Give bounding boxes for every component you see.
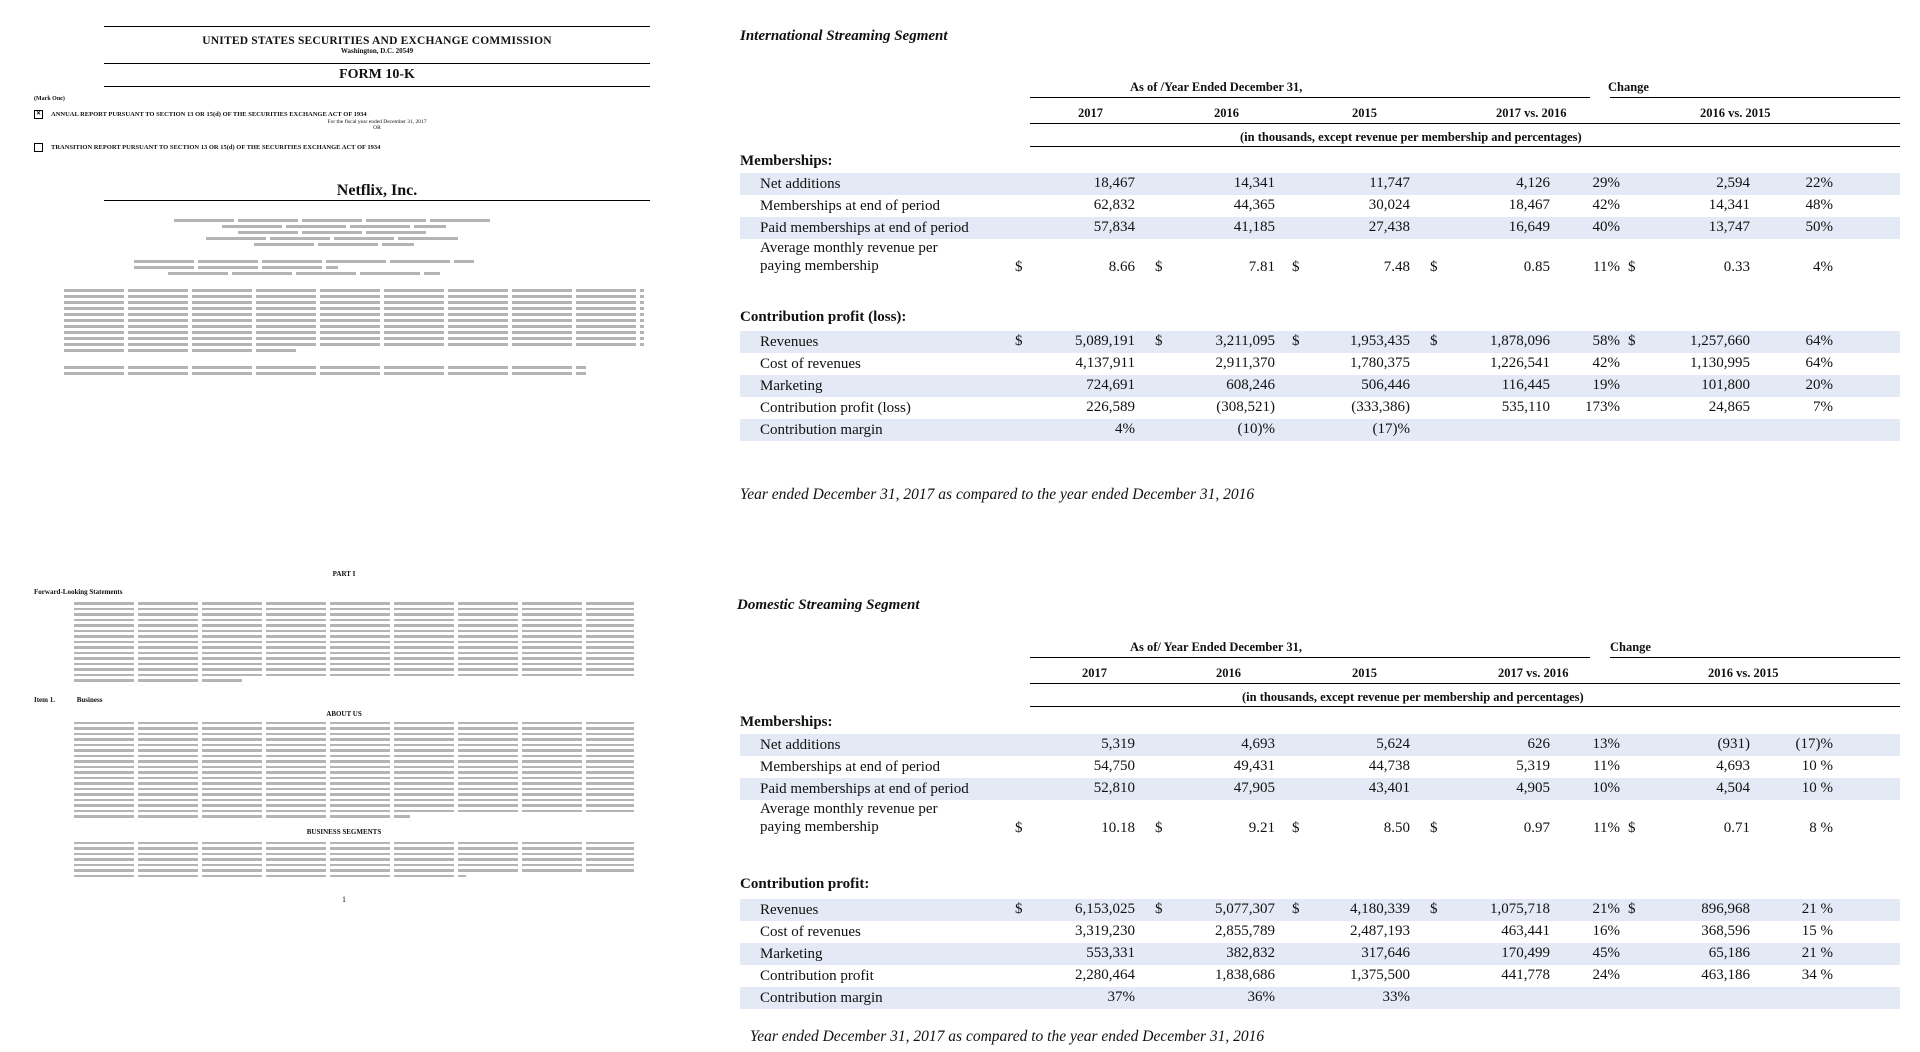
row-value: 5,077,307: [1215, 901, 1275, 917]
segment-title: International Streaming Segment: [740, 28, 948, 44]
row-value: 382,832: [1226, 945, 1275, 961]
row-value: (17)%: [1795, 736, 1833, 752]
row-value: 5,624: [1376, 736, 1410, 752]
row-value: 0.85: [1523, 259, 1550, 275]
row-value: 21 %: [1801, 901, 1833, 917]
row-label: Cost of revenues: [760, 924, 861, 940]
row-value: 2,594: [1716, 175, 1750, 191]
row-label: Memberships at end of period: [760, 198, 940, 214]
year-2015: 2015: [1352, 106, 1377, 120]
table-row: [740, 899, 1900, 921]
row-value: 18,467: [1508, 197, 1550, 213]
table-row: [740, 217, 1900, 239]
dollar-sign: $: [1430, 901, 1438, 917]
year-2017: 2017: [1082, 666, 1107, 680]
row-value: 65,186: [1708, 945, 1750, 961]
row-value: 40%: [1592, 219, 1620, 235]
row-value: 16,649: [1508, 219, 1550, 235]
dollar-sign: $: [1430, 333, 1438, 349]
row-value: 30,024: [1368, 197, 1410, 213]
row-value: 226,589: [1086, 399, 1135, 415]
table-row: [740, 800, 1900, 840]
row-value: 724,691: [1086, 377, 1135, 393]
row-value: 1,075,718: [1490, 901, 1550, 917]
dollar-sign: $: [1155, 820, 1163, 836]
row-value: (931): [1717, 736, 1750, 752]
row-value: 42%: [1592, 355, 1620, 371]
row-value: 14,341: [1233, 175, 1275, 191]
dollar-sign: $: [1628, 333, 1636, 349]
row-value: 1,226,541: [1490, 355, 1550, 371]
commission-address: Washington, D.C. 20549: [340, 47, 414, 55]
row-value: 3,211,095: [1215, 333, 1275, 349]
row-value: 10%: [1592, 780, 1620, 796]
form-10k-part-one-page: [34, 560, 654, 1052]
table-row: [740, 756, 1900, 778]
row-value: 4,126: [1516, 175, 1550, 191]
fiscal-year: For the fiscal year ended December 31, 2017: [327, 119, 427, 125]
item-title: Business: [76, 695, 103, 704]
row-value: 2,487,193: [1350, 923, 1410, 939]
row-value: 6,153,025: [1075, 901, 1135, 917]
row-value: 57,834: [1093, 219, 1135, 235]
dollar-sign: $: [1015, 259, 1023, 275]
row-value: 1,257,660: [1690, 333, 1750, 349]
row-value: 7.48: [1383, 259, 1410, 275]
row-value: 27,438: [1368, 219, 1410, 235]
row-value: (308,521): [1216, 399, 1275, 415]
row-label: Paid memberships at end of period: [760, 781, 969, 797]
annual-report-row: [34, 110, 654, 119]
row-value: 101,800: [1701, 377, 1750, 393]
row-value: 44,365: [1233, 197, 1275, 213]
row-value: 2,280,464: [1075, 967, 1135, 983]
row-value: 43,401: [1368, 780, 1410, 796]
dollar-sign: $: [1155, 901, 1163, 917]
dollar-sign: $: [1628, 259, 1636, 275]
row-value: 54,750: [1093, 758, 1135, 774]
row-value: 5,319: [1101, 736, 1135, 752]
row-label: Contribution margin: [760, 422, 883, 438]
row-value: 48%: [1805, 197, 1833, 213]
row-value: 626: [1527, 736, 1550, 752]
dollar-sign: $: [1155, 333, 1163, 349]
row-value: 44,738: [1368, 758, 1410, 774]
unchecked-box-icon: [34, 143, 43, 152]
filer-status-block: [64, 366, 644, 375]
row-value: 317,646: [1361, 945, 1410, 961]
row-value: 8.66: [1108, 259, 1135, 275]
table-row: [740, 943, 1900, 965]
row-value: 8.50: [1383, 820, 1410, 836]
row-value: 42%: [1592, 197, 1620, 213]
dollar-sign: $: [1430, 259, 1438, 275]
commission-title: UNITED STATES SECURITIES AND EXCHANGE COMMISSION: [104, 26, 650, 47]
row-label: Marketing: [760, 946, 823, 962]
forward-looking-paragraph: [74, 602, 634, 682]
part-heading: PART I: [332, 570, 356, 578]
change-2017-vs-2016: 2017 vs. 2016: [1496, 106, 1567, 120]
transition-report-text: TRANSITION REPORT PURSUANT TO SECTION 13 OR 15(d) OF THE SECURITIES EXCHANGE ACT OF 1934: [51, 144, 381, 151]
header-group: As of /Year Ended December 31,: [1130, 80, 1303, 94]
checked-box-icon: ✕: [35, 111, 42, 117]
header-change: Change: [1608, 80, 1649, 94]
row-value: 368,596: [1701, 923, 1750, 939]
table-row: [740, 734, 1900, 756]
row-value: 19%: [1592, 377, 1620, 393]
table-row: [740, 331, 1900, 353]
header-change: Change: [1610, 640, 1651, 654]
row-value: 10 %: [1801, 758, 1833, 774]
row-value: 21%: [1592, 901, 1620, 917]
memberships-heading: Memberships:: [740, 714, 833, 730]
row-label: Contribution profit (loss): [760, 400, 911, 416]
row-value: 24,865: [1708, 399, 1750, 415]
row-value: 4,693: [1241, 736, 1275, 752]
table-row: [740, 353, 1900, 375]
row-value: 52,810: [1093, 780, 1135, 796]
row-label: Paid memberships at end of period: [760, 220, 969, 236]
table-row: [740, 419, 1900, 441]
securities-block: [134, 260, 474, 275]
business-segments-paragraph: [74, 842, 634, 878]
check-mark-text-block: [64, 289, 644, 352]
about-us-paragraph: [74, 722, 634, 818]
row-value: 9.21: [1248, 820, 1275, 836]
about-us-heading: ABOUT US: [326, 709, 362, 718]
row-value: 0.33: [1723, 259, 1750, 275]
row-value: 3,319,230: [1075, 923, 1135, 939]
row-value: 553,331: [1086, 945, 1135, 961]
change-2017-vs-2016: 2017 vs. 2016: [1498, 666, 1569, 680]
row-value: 14,341: [1708, 197, 1750, 213]
year-2015: 2015: [1352, 666, 1377, 680]
form-10k-cover-page: [34, 26, 654, 566]
row-label: Revenues: [760, 902, 819, 918]
row-value: 5,089,191: [1075, 333, 1135, 349]
units-note: (in thousands, except revenue per membership and percentages): [1242, 690, 1584, 704]
table-row: [740, 239, 1900, 279]
contribution-heading: Contribution profit:: [740, 876, 870, 892]
row-value: 608,246: [1226, 377, 1275, 393]
row-value: 4%: [1813, 259, 1833, 275]
row-value: (333,386): [1351, 399, 1410, 415]
row-label: Average monthly revenue per paying membership: [760, 801, 938, 835]
row-value: 0.97: [1523, 820, 1550, 836]
dollar-sign: $: [1292, 820, 1300, 836]
row-value: 33%: [1382, 989, 1410, 1005]
row-value: 4,905: [1516, 780, 1550, 796]
dollar-sign: $: [1015, 333, 1023, 349]
row-value: 4,137,911: [1075, 355, 1135, 371]
forward-looking-heading: Forward-Looking Statements: [34, 588, 123, 596]
row-value: 13%: [1592, 736, 1620, 752]
row-value: 7.81: [1248, 259, 1275, 275]
row-value: (17)%: [1372, 421, 1410, 437]
business-segments-heading: BUSINESS SEGMENTS: [306, 827, 382, 836]
row-value: 1,953,435: [1350, 333, 1410, 349]
change-2016-vs-2015: 2016 vs. 2015: [1708, 666, 1779, 680]
dollar-sign: $: [1292, 901, 1300, 917]
row-value: 11%: [1593, 820, 1620, 836]
row-value: 13,747: [1708, 219, 1750, 235]
memberships-heading: Memberships:: [740, 153, 833, 169]
dollar-sign: $: [1292, 333, 1300, 349]
row-value: 36%: [1247, 989, 1275, 1005]
row-value: 8 %: [1809, 820, 1833, 836]
row-value: 37%: [1107, 989, 1135, 1005]
row-label: Net additions: [760, 737, 841, 753]
row-value: 463,186: [1701, 967, 1750, 983]
row-value: 535,110: [1501, 399, 1550, 415]
row-label: Cost of revenues: [760, 356, 861, 372]
item-number: Item 1.: [34, 695, 55, 704]
dollar-sign: $: [1155, 259, 1163, 275]
segment-footer: Year ended December 31, 2017 as compared to the year ended December 31, 2016: [740, 486, 1255, 503]
row-value: 11%: [1593, 259, 1620, 275]
row-value: 896,968: [1701, 901, 1750, 917]
row-value: 24%: [1592, 967, 1620, 983]
row-value: 62,832: [1093, 197, 1135, 213]
units-note: (in thousands, except revenue per membership and percentages): [1240, 130, 1582, 144]
company-name: Netflix, Inc.: [104, 182, 650, 201]
row-value: 20%: [1805, 377, 1833, 393]
row-label: Contribution margin: [760, 990, 883, 1006]
row-label: Contribution profit: [760, 968, 874, 984]
table-row: [740, 965, 1900, 987]
row-value: 1,780,375: [1350, 355, 1410, 371]
year-2017: 2017: [1078, 106, 1103, 120]
row-value: 116,445: [1501, 377, 1550, 393]
row-value: 18,467: [1093, 175, 1135, 191]
row-value: 64%: [1805, 333, 1833, 349]
row-value: 1,130,995: [1690, 355, 1750, 371]
header-group: As of/ Year Ended December 31,: [1130, 640, 1302, 654]
table-row: [740, 173, 1900, 195]
row-value: 506,446: [1361, 377, 1410, 393]
row-value: 22%: [1805, 175, 1833, 191]
row-value: 64%: [1805, 355, 1833, 371]
row-value: 21 %: [1801, 945, 1833, 961]
row-value: 2,911,370: [1215, 355, 1275, 371]
segment-footer: Year ended December 31, 2017 as compared to the year ended December 31, 2016: [750, 1028, 1265, 1045]
row-value: 441,778: [1501, 967, 1550, 983]
row-value: 11%: [1593, 758, 1620, 774]
year-2016: 2016: [1216, 666, 1241, 680]
row-value: 47,905: [1233, 780, 1275, 796]
contribution-heading: Contribution profit (loss):: [740, 309, 907, 325]
row-value: 0.71: [1723, 820, 1750, 836]
dollar-sign: $: [1015, 901, 1023, 917]
dollar-sign: $: [1292, 259, 1300, 275]
row-value: 173%: [1585, 399, 1620, 415]
row-label: Memberships at end of period: [760, 759, 940, 775]
row-value: 50%: [1805, 219, 1833, 235]
segment-title: Domestic Streaming Segment: [737, 597, 920, 613]
page-number: 1: [342, 895, 346, 904]
row-value: 4%: [1115, 421, 1135, 437]
year-2016: 2016: [1214, 106, 1239, 120]
row-value: 4,504: [1716, 780, 1750, 796]
row-value: 170,499: [1501, 945, 1550, 961]
cover-details-block: [174, 219, 494, 246]
row-value: (10)%: [1237, 421, 1275, 437]
row-value: 16%: [1592, 923, 1620, 939]
row-value: 463,441: [1501, 923, 1550, 939]
row-value: 10 %: [1801, 780, 1833, 796]
table-row: [740, 778, 1900, 800]
transition-report-row: [34, 143, 654, 152]
annual-report-text: ANNUAL REPORT PURSUANT TO SECTION 13 OR 15(d) OF THE SECURITIES EXCHANGE ACT OF 1934: [51, 111, 367, 118]
dollar-sign: $: [1628, 820, 1636, 836]
row-value: 1,838,686: [1215, 967, 1275, 983]
row-value: 34 %: [1801, 967, 1833, 983]
row-label: Average monthly revenue per paying membership: [760, 240, 938, 274]
row-value: 10.18: [1101, 820, 1135, 836]
row-label: Revenues: [760, 334, 819, 350]
table-row: [740, 397, 1900, 419]
dollar-sign: $: [1628, 901, 1636, 917]
row-value: 1,375,500: [1350, 967, 1410, 983]
row-value: 4,180,339: [1350, 901, 1410, 917]
dollar-sign: $: [1430, 820, 1438, 836]
table-row: [740, 195, 1900, 217]
row-value: 1,878,096: [1490, 333, 1550, 349]
row-value: 45%: [1592, 945, 1620, 961]
change-2016-vs-2015: 2016 vs. 2015: [1700, 106, 1771, 120]
row-value: 11,747: [1369, 175, 1410, 191]
dollar-sign: $: [1015, 820, 1023, 836]
row-value: 15 %: [1801, 923, 1833, 939]
row-value: 2,855,789: [1215, 923, 1275, 939]
row-value: 4,693: [1716, 758, 1750, 774]
item-heading: [34, 696, 654, 704]
row-value: 58%: [1592, 333, 1620, 349]
row-label: Net additions: [760, 176, 841, 192]
row-value: 7%: [1813, 399, 1833, 415]
row-value: 41,185: [1233, 219, 1275, 235]
form-title: FORM 10-K: [104, 63, 650, 87]
row-label: Marketing: [760, 378, 823, 394]
table-row: [740, 987, 1900, 1009]
row-value: 49,431: [1233, 758, 1275, 774]
table-row: [740, 375, 1900, 397]
row-value: 29%: [1592, 175, 1620, 191]
table-row: [740, 921, 1900, 943]
mark-one: (Mark One): [34, 96, 65, 102]
or-text: OR: [373, 125, 381, 131]
row-value: 5,319: [1516, 758, 1550, 774]
